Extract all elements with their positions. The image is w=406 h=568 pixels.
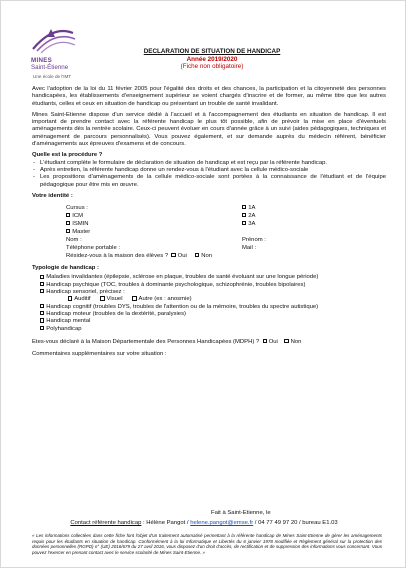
- cursus-option-ismin[interactable]: ISMIN: [66, 221, 89, 228]
- sensory-options: [40, 296, 386, 303]
- checkbox-icon[interactable]: [242, 213, 246, 217]
- procedure-list: [32, 160, 386, 189]
- handicap-list: [32, 274, 386, 332]
- checkbox-icon[interactable]: [242, 221, 246, 225]
- gdpr-footnote: « Les informations collectées dans cette fiche font l'objet d'un traitement automatisé permettant à la référente handicap de Mines Saint-Etienne de gérer les aménagements requis pour les étudiants en situation de handicap. Conformément à la loi Informatique et Libertés du 6 janvier 1978 modifiée et Règlement général sur la protection des données personnelles (RGPD) n° (UE) 2016/679 du 27 avril 2016, vous disposez d'un droit d'accès, de rectification et de suppression des informations vous concernant. Vous pouvez l'exercer en prenant contact avec le service scolarité de Mines Saint-Etienne. »: [32, 533, 382, 555]
- checkbox-icon[interactable]: [68, 296, 72, 300]
- prenom-field[interactable]: Prénom :: [242, 237, 266, 244]
- sensory-option-visuel: Visuel: [106, 296, 123, 303]
- checkbox-icon[interactable]: [132, 296, 136, 300]
- checkbox-icon[interactable]: [100, 296, 104, 300]
- residence-question: Résidez-vous à la maison des élèves ? Oui Non: [66, 253, 212, 260]
- handicap-option-maladies[interactable]: Maladies invalidantes (épilepsie, sclérose en plaque, troubles de santé évoluant sur une longue période): [40, 274, 386, 281]
- checkbox-icon[interactable]: [66, 221, 70, 225]
- intro-paragraph-2: Mines Saint-Etienne dispose d'un service dédié à l'accueil et à l'accompagnement des étudiants en situation de handicap. Il est important de prendre contact avec la référente handicap le plus tôt possible, afin de prévoir la mise en place d'éventuels aménagements dès la rentrée scolaire. Ceux-ci peuvent évoluer en cours d'année grâce à un suivi (aides pédagogiques, techniques et aménagement de parcours personnalisés). Vous pouvez également, et sur demande auprès du médecin référent, bénéficier d'aménagements aux épreuves d'examens et de concours.: [32, 111, 386, 148]
- mdph-question: Etes-vous déclaré à la Maison Départementale des Personnes Handicapées (MDPH) ? Oui Non: [32, 338, 302, 345]
- handicap-option-psychique[interactable]: Handicap psychique (TOC, troubles à dominante psychologique, schizophrénie, troubles bipolaires): [40, 282, 386, 289]
- procedure-title: Quelle est la procédure ?: [32, 152, 103, 159]
- handicap-option-mental[interactable]: Handicap mental: [40, 318, 386, 325]
- checkbox-icon[interactable]: [40, 326, 44, 330]
- comments-field[interactable]: [32, 351, 386, 358]
- contact-name: : Hélène Pangot /: [141, 520, 191, 526]
- procedure-step: - L'étudiant complète le formulaire de déclaration de situation de handicap et est reçu par la référente handicap.: [40, 160, 386, 167]
- checkbox-icon[interactable]: [66, 213, 70, 217]
- form-title: DECLARATION DE SITUATION DE HANDICAP: [143, 48, 281, 55]
- residence-non-checkbox-icon[interactable]: [195, 253, 199, 257]
- procedure-step: - Les propositions d'aménagements de la cellule médico-sociale sont portées à la connaissance de l'étudiant et de l'équipe pédagogique pour être mis en œuvre.: [40, 174, 386, 189]
- checkbox-icon[interactable]: [40, 289, 44, 293]
- form-header: [117, 48, 307, 70]
- year-option-3a[interactable]: 3A: [242, 221, 255, 228]
- logo-tagline: Une école de l'IMT: [33, 74, 72, 79]
- cursus-label: Cursus :: [66, 205, 88, 212]
- mines-logo-icon: [29, 23, 77, 55]
- handicap-option-cognitif[interactable]: Handicap cognitif (troubles DYS, troubles de l'attention ou de la mémoire, troubles du spectre autistique): [40, 304, 386, 311]
- residence-oui-checkbox-icon[interactable]: [171, 253, 175, 257]
- handicap-option-polyhandicap[interactable]: Polyhandicap: [40, 326, 386, 333]
- cursus-option-icm[interactable]: ICM: [66, 213, 83, 220]
- contact-email-link[interactable]: helene.pangot@emse.fr: [190, 520, 254, 526]
- form-body: [32, 86, 386, 358]
- handicap-option-moteur[interactable]: Handicap moteur (troubles de la dextérité, paralysies): [40, 311, 386, 318]
- contact-details: / 04 77 49 97 20 / bureau E1.03: [253, 520, 338, 526]
- mdph-non-checkbox-icon[interactable]: [284, 339, 288, 343]
- identity-title: Votre identité :: [32, 192, 73, 199]
- cursus-option-master[interactable]: Master: [66, 229, 90, 236]
- mail-field[interactable]: Mail :: [242, 245, 257, 252]
- school-logo: [19, 23, 103, 79]
- comments-label: Commentaires supplémentaires sur votre situation :: [32, 351, 167, 358]
- handicap-title: Typologie de handicap :: [32, 265, 99, 272]
- checkbox-icon[interactable]: [66, 229, 70, 233]
- mdph-oui-checkbox-icon[interactable]: [263, 339, 267, 343]
- contact-line: [1, 520, 406, 526]
- checkbox-icon[interactable]: [242, 205, 246, 209]
- phone-field[interactable]: Téléphone portable :: [66, 245, 121, 252]
- contact-label: Contact référente handicap: [70, 520, 142, 526]
- logo-name-line2: Saint-Étienne: [31, 64, 69, 71]
- identity-section: [32, 203, 386, 283]
- checkbox-icon[interactable]: [40, 311, 44, 315]
- year-option-1a[interactable]: 1A: [242, 205, 255, 212]
- procedure-step: - Après entretien, la référente handicap donne un rendez-vous à l'étudiant avec la cellule médico-sociale: [40, 167, 386, 174]
- sensory-option-auditif: Auditif: [74, 296, 91, 303]
- handicap-option-sensoriel[interactable]: Handicap sensoriel, précisez :: [40, 289, 386, 296]
- form-optional-note: (Fiche non obligatoire): [180, 63, 244, 70]
- intro-paragraph-1: Avec l'adoption de la loi du 11 février 2005 pour l'égalité des droits et des chances, la participation et la citoyenneté des personnes handicapées, les établissements d'enseignement supérieur se voient chargés d'inscrire et de former, au même titre que les autres étudiants, celles et ceux en situation de handicap ou présentant un trouble de santé invalidant.: [32, 86, 386, 107]
- form-year: Année 2019/2020: [186, 56, 238, 63]
- nom-field[interactable]: Nom :: [66, 237, 82, 244]
- sensory-option-autre: Autre (ex : anosmie): [138, 296, 192, 303]
- year-option-2a[interactable]: 2A: [242, 213, 255, 220]
- signature-line: Fait à Saint-Etienne, le: [211, 510, 271, 516]
- checkbox-icon[interactable]: [40, 304, 44, 308]
- checkbox-icon[interactable]: [40, 318, 44, 322]
- logo-name-line1: MINES: [31, 57, 53, 64]
